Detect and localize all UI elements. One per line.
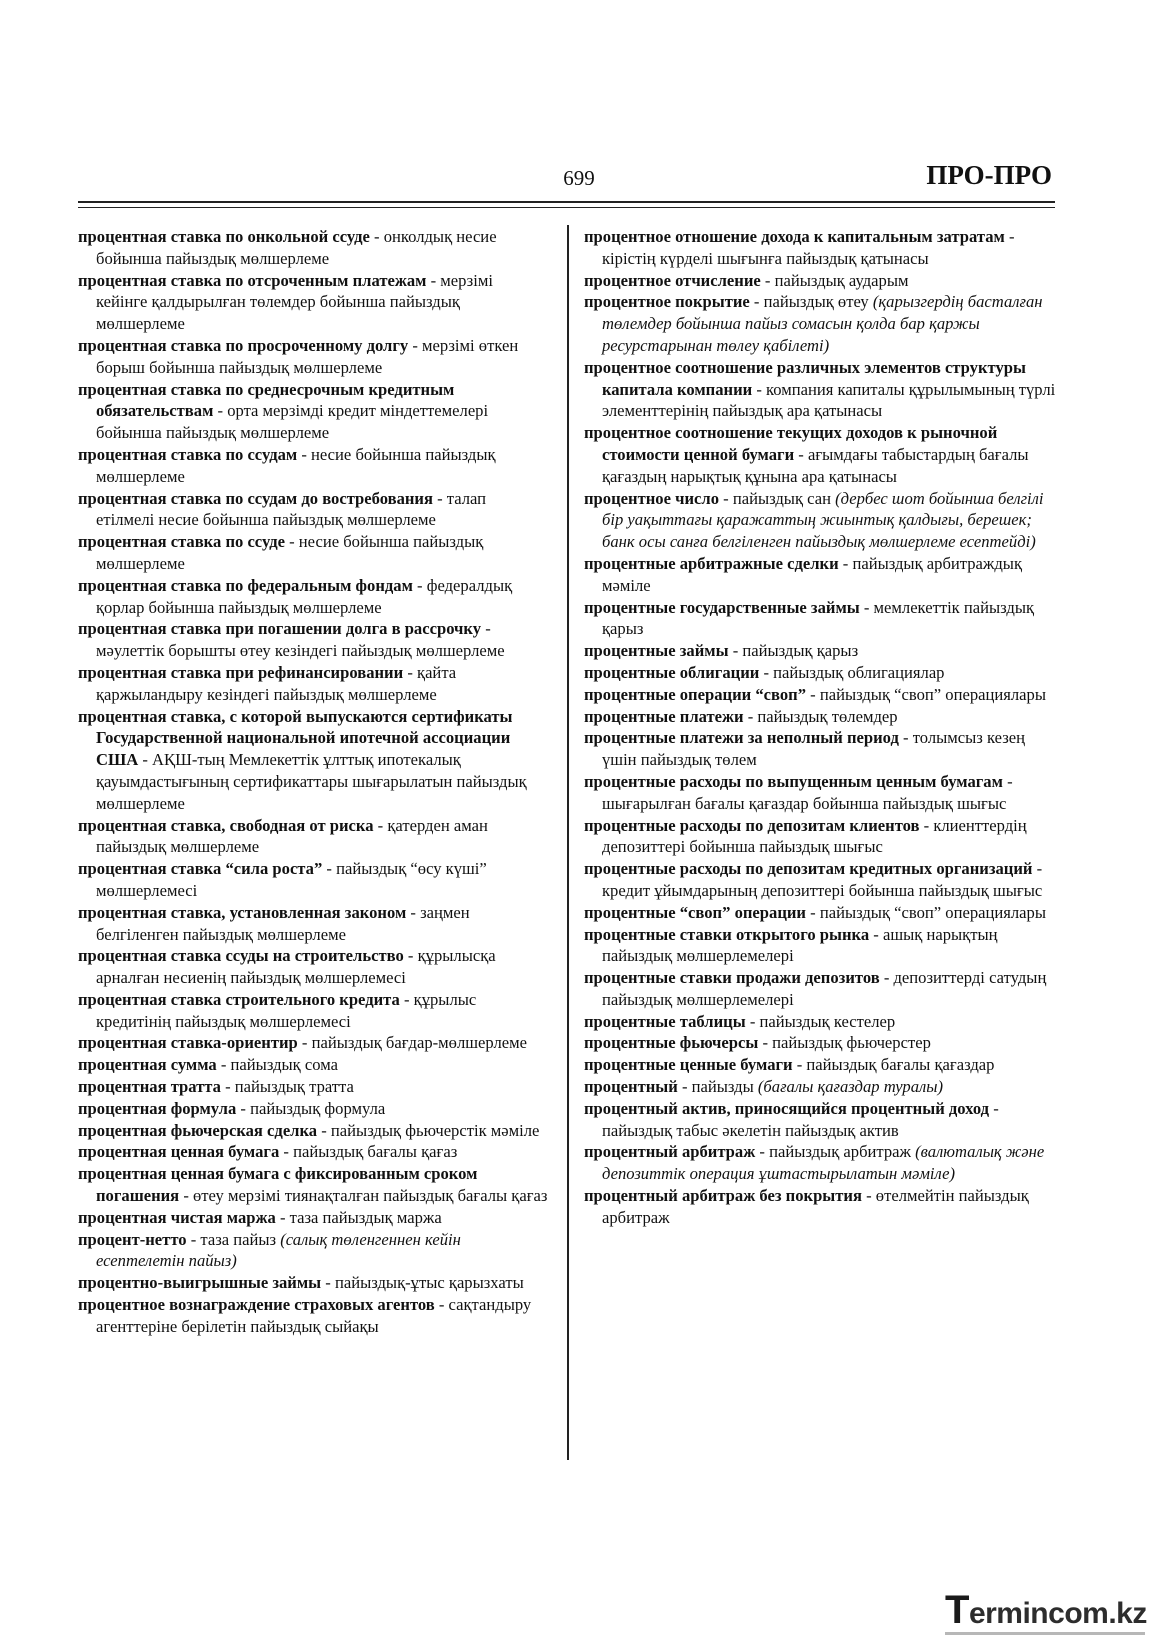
entry-term: процентная ставка по федеральным фондам [78, 575, 413, 595]
site-logo [945, 1588, 1147, 1633]
entry-definition: - пайыздық формула [236, 1098, 386, 1118]
dictionary-entry [584, 924, 1056, 968]
entry-note: (валюталық және депозиттік операция ұштастырылатын мәміле) [602, 1142, 1045, 1184]
entry-definition: - ағымдағы табыстардың бағалы қағаздың нарықтық құнына ара қатынасы [602, 444, 1029, 486]
dictionary-entry [584, 967, 1056, 1011]
entry-note: (дербес шот бойынша белгілі бір уақыттағы қаражаттың жиынтық қалдығы, берешек; банк осы санға белгіленген пайыздық мөлшерлеме есептейді) [602, 488, 1044, 552]
entry-term: процентный арбитраж [584, 1142, 756, 1162]
logo-underline [945, 1632, 1145, 1635]
entry-term: процентные расходы по депозитам клиентов [584, 815, 920, 835]
entry-definition: - пайыздық бағалы қағаздар [792, 1055, 995, 1075]
entry-term: процентная ставка-ориентир [78, 1033, 298, 1053]
entry-term: процентные таблицы [584, 1011, 746, 1031]
entry-term: процентная ставка по ссудам до востребования [78, 488, 433, 508]
entry-definition: - таза пайыз [186, 1229, 281, 1249]
dictionary-entry [584, 488, 1056, 553]
dictionary-entry [584, 662, 1056, 684]
entry-definition: - қайта қаржыландыру кезіндегі пайыздық мөлшерлеме [96, 662, 457, 704]
entry-definition: - талап етілмелі несие бойынша пайыздық мөлшерлеме [96, 488, 487, 530]
entry-definition: - сақтандыру агенттеріне берілетін пайыздық сыйақы [96, 1295, 532, 1336]
dictionary-entry [584, 1141, 1056, 1185]
dictionary-entry [584, 1098, 1056, 1142]
entry-term: процентные операции “своп” [584, 684, 806, 704]
dictionary-entry [584, 727, 1056, 771]
entry-definition: - мемлекеттік пайыздық қарыз [602, 597, 1035, 639]
entry-term: процентная чистая маржа [78, 1207, 276, 1227]
dictionary-entry [78, 858, 548, 902]
entry-term: процентное покрытие [584, 292, 750, 312]
entry-term: процентная ценная бумага [78, 1142, 280, 1162]
entry-term: процентная ставка, свободная от риска [78, 815, 374, 835]
dictionary-entry [78, 945, 548, 989]
dictionary-entry [78, 226, 548, 270]
entry-term: процентное отчисление [584, 270, 761, 290]
dictionary-entry [584, 771, 1056, 815]
entry-term: процентные платежи за неполный период [584, 728, 899, 748]
entry-term: процентная ставка, установленная законом [78, 902, 407, 922]
column-divider [567, 225, 569, 1460]
dictionary-entry [584, 858, 1056, 902]
entry-term: процентная фьючерская сделка [78, 1120, 318, 1140]
entry-definition: - пайыздық-ұтыс қарызхаты [321, 1273, 524, 1293]
entry-definition: - толымсыз кезең үшін пайыздық төлем [602, 728, 1026, 770]
entry-term: процентная ставка “сила роста” [78, 859, 323, 879]
entry-term: процентное число [584, 488, 719, 508]
entry-definition: - ашық нарықтың пайыздық мөлшерлемелері [602, 924, 998, 966]
entry-definition: - мерзімі кейінге қалдырылған төлемдер бойынша пайыздық мөлшерлеме [96, 270, 493, 334]
entry-definition: - заңмен белгіленген пайыздық мөлшерлеме [96, 902, 470, 944]
entry-definition: - клиенттердің депозиттері бойынша пайыздық шығыс [602, 815, 1027, 857]
entry-term: процентные ставки продажи депозитов [584, 968, 880, 988]
entry-term: процентные платежи [584, 706, 744, 726]
entry-definition: - пайыздық бағдар-мөлшерлеме [297, 1033, 527, 1053]
dictionary-entry [78, 902, 548, 946]
dictionary-entry [78, 815, 548, 859]
entry-definition: - пайыздық қарыз [728, 641, 859, 661]
dictionary-entry [78, 379, 548, 444]
entry-term: процентные ставки открытого рынка [584, 924, 870, 944]
dictionary-entry [78, 1098, 548, 1120]
dictionary-entry [584, 357, 1056, 422]
entry-definition: - пайыздық табыс әкелетін пайыздық актив [602, 1098, 999, 1140]
dictionary-entry [78, 1272, 548, 1294]
entry-term: процентная ставка при рефинансировании [78, 662, 404, 682]
page-number: 699 [563, 166, 595, 190]
dictionary-entry [584, 226, 1056, 270]
dictionary-entry [78, 662, 548, 706]
entry-definition: - пайыздық арбитраж [755, 1142, 916, 1162]
dictionary-entry [584, 815, 1056, 859]
entry-term: процентные займы [584, 641, 729, 661]
entry-definition: - мәулеттік борышты өтеу кезіндегі пайыздық мөлшерлеме [96, 619, 505, 661]
entry-term: процентный актив, приносящийся процентный доход [584, 1098, 990, 1118]
entry-term: процент-нетто [78, 1229, 187, 1249]
dictionary-entry [78, 618, 548, 662]
entry-definition: - пайыздық өтеу [749, 292, 873, 312]
dictionary-entry [584, 684, 1056, 706]
dictionary-entry [584, 422, 1056, 487]
dictionary-entry [78, 1076, 548, 1098]
dictionary-entry [584, 291, 1056, 356]
dictionary-entry [78, 270, 548, 335]
dictionary-entry [78, 1120, 548, 1142]
entry-definition: - пайыздық “своп” операциялары [806, 902, 1046, 922]
entry-term: процентное вознаграждение страховых агентов [78, 1295, 435, 1315]
entry-definition: - пайыздық сан [719, 488, 836, 508]
entry-term: процентная ставка по онкольной ссуде [78, 227, 370, 246]
dictionary-entry [584, 902, 1056, 924]
dictionary-entry [584, 1076, 1056, 1098]
entry-definition: - қатерден аман пайыздық мөлшерлеме [96, 815, 488, 857]
entry-definition: - өтелмейтін пайыздық арбитраж [602, 1186, 1029, 1227]
entry-term: процентное соотношение различных элементов структуры капитала компании [584, 357, 1026, 399]
entry-term: процентная ставка по просроченному долгу [78, 335, 409, 355]
dictionary-entry [584, 640, 1056, 662]
entry-note: (салық төленгеннен кейін есептелетін пайыз) [96, 1229, 461, 1271]
entry-term: процентные “своп” операции [584, 902, 806, 922]
entry-term: процентные арбитражные сделки [584, 553, 839, 573]
entry-definition: - кірістің күрделі шығынға пайыздық қатынасы [602, 227, 1015, 268]
header-rule-thick [78, 201, 1055, 203]
dictionary-entry [78, 575, 548, 619]
dictionary-entry [584, 270, 1056, 292]
dictionary-entry [78, 1229, 548, 1273]
entry-definition: - пайыздық төлемдер [743, 706, 898, 726]
dictionary-entry [584, 1185, 1056, 1229]
dictionary-entry [78, 531, 548, 575]
entry-definition: - таза пайыздық маржа [275, 1207, 442, 1227]
dictionary-entry [78, 1294, 548, 1338]
entry-definition: - пайыздық фьючерстік мәміле [317, 1120, 540, 1140]
entry-term: процентный арбитраж без покрытия [584, 1186, 862, 1206]
entry-definition: - несие бойынша пайыздық мөлшерлеме [96, 532, 484, 573]
entry-definition: - пайыздық сома [216, 1055, 338, 1075]
entry-definition: - федералдық қорлар бойынша пайыздық мөлшерлеме [96, 575, 513, 617]
dictionary-entry [78, 1054, 548, 1076]
dictionary-entry [78, 1207, 548, 1229]
entry-definition: - пайыздық тратта [220, 1077, 354, 1097]
dictionary-entry [78, 1032, 548, 1054]
entry-term: процентная ставка при погашении долга в рассрочку [78, 619, 482, 639]
dictionary-entry [78, 1141, 548, 1163]
entry-note: (бағалы қағаздар туралы) [757, 1077, 943, 1097]
dictionary-entry [584, 1054, 1056, 1076]
entry-term: процентная ставка по среднесрочным кредитным обязательствам [78, 379, 455, 421]
running-head: ПРО-ПРО [926, 160, 1052, 190]
entry-term: процентная ставка ссуды на строительство [78, 946, 404, 966]
entry-note: (қарызгердің басталған төлемдер бойынша пайыз сомасын қолда бар қаржы ресурстарынан төлеу қабілеті) [602, 292, 1043, 355]
right-column [584, 226, 1056, 1229]
dictionary-entry [584, 1011, 1056, 1033]
entry-definition: - орта мерзімді кредит міндеттемелері бойынша пайыздық мөлшерлеме [96, 401, 489, 443]
dictionary-entry [584, 597, 1056, 641]
dictionary-entry [78, 706, 548, 815]
entry-definition: - құрылысқа арналған несиенің пайыздық мөлшерлемесі [96, 946, 496, 988]
dictionary-entry [78, 444, 548, 488]
dictionary-entry [584, 553, 1056, 597]
entry-definition: - кредит ұйымдарының депозиттері бойынша пайыздық шығыс [602, 859, 1043, 900]
entry-term: процентный [584, 1077, 678, 1097]
entry-definition: - пайыздық аударым [760, 270, 909, 290]
entry-definition: - онколдық несие бойынша пайыздық мөлшерлеме [96, 227, 497, 268]
entry-definition: - құрылыс кредитінің пайыздық мөлшерлемесі [96, 989, 477, 1031]
entry-term: процентная ценная бумага с фиксированным сроком погашения [78, 1164, 478, 1206]
entry-term: процентные фьючерсы [584, 1033, 759, 1053]
entry-definition: - мерзімі өткен борыш бойынша пайыздық мөлшерлеме [96, 335, 519, 377]
entry-term: процентно-выигрышные займы [78, 1273, 322, 1293]
entry-term: процентные ценные бумаги [584, 1055, 793, 1075]
entry-term: процентная ставка по отсроченным платежам [78, 270, 427, 290]
entry-term: процентная ставка по ссудам [78, 444, 298, 464]
entry-definition: - өтеу мерзімі тиянақталған пайыздық бағалы қағаз [179, 1186, 548, 1206]
entry-term: процентная ставка, с которой выпускаются сертификаты Государственной национальной ипотечной ассоциации США [78, 706, 513, 770]
entry-definition: - пайыздық фьючерстер [758, 1033, 931, 1053]
entry-term: процентная сумма [78, 1055, 217, 1075]
dictionary-entry [584, 706, 1056, 728]
entry-definition: - пайыздық кестелер [745, 1011, 896, 1031]
left-column [78, 226, 548, 1338]
dictionary-entry [584, 1032, 1056, 1054]
dictionary-entry [78, 1163, 548, 1207]
entry-term: процентные облигации [584, 662, 760, 682]
entry-definition: - депозиттерді сатудың пайыздық мөлшерлемелері [602, 968, 1047, 1009]
entry-term: процентные государственные займы [584, 597, 860, 617]
dictionary-entry [78, 488, 548, 532]
entry-definition: - пайыздық арбитраждық мәміле [602, 553, 1023, 595]
entry-definition: - пайызды [677, 1077, 758, 1097]
entry-term: процентные расходы по выпущенным ценным бумагам [584, 771, 1003, 791]
dictionary-entry [78, 989, 548, 1033]
entry-term: процентные расходы по депозитам кредитных организаций [584, 859, 1033, 879]
entry-definition: - несие бойынша пайыздық мөлшерлеме [96, 444, 496, 486]
entry-term: процентная тратта [78, 1077, 221, 1097]
entry-definition: - пайыздық облигациялар [759, 662, 945, 682]
dictionary-entry [78, 335, 548, 379]
entry-term: процентная ставка строительного кредита [78, 989, 400, 1009]
entry-term: процентное отношение дохода к капитальным затратам [584, 227, 1005, 246]
entry-definition: - пайыздық “өсу күші” мөлшерлемесі [96, 859, 487, 900]
entry-definition: - АҚШ-тың Мемлекеттік ұлттық ипотекалық қауымдастығының сертификаттары шығарылатын пайыздық мөлшерлеме [96, 750, 527, 813]
entry-definition: - шығарылған бағалы қағаздар бойынша пайыздық шығыс [602, 771, 1013, 813]
entry-term: процентная ставка по ссуде [78, 532, 285, 552]
entry-definition: - пайыздық бағалы қағаз [279, 1142, 458, 1162]
logo-initial: T [945, 1588, 969, 1632]
entry-term: процентная формула [78, 1098, 237, 1118]
header-rule-thin [78, 207, 1055, 208]
logo-rest: ermincom.kz [968, 1597, 1147, 1630]
entry-definition: - компания капиталы құрылымының түрлі элементтерінің пайыздық ара қатынасы [602, 379, 1056, 421]
entry-term: процентное соотношение текущих доходов к рыночной стоимости ценной бумаги [584, 423, 998, 464]
entry-definition: - пайыздық “своп” операциялары [806, 684, 1046, 704]
